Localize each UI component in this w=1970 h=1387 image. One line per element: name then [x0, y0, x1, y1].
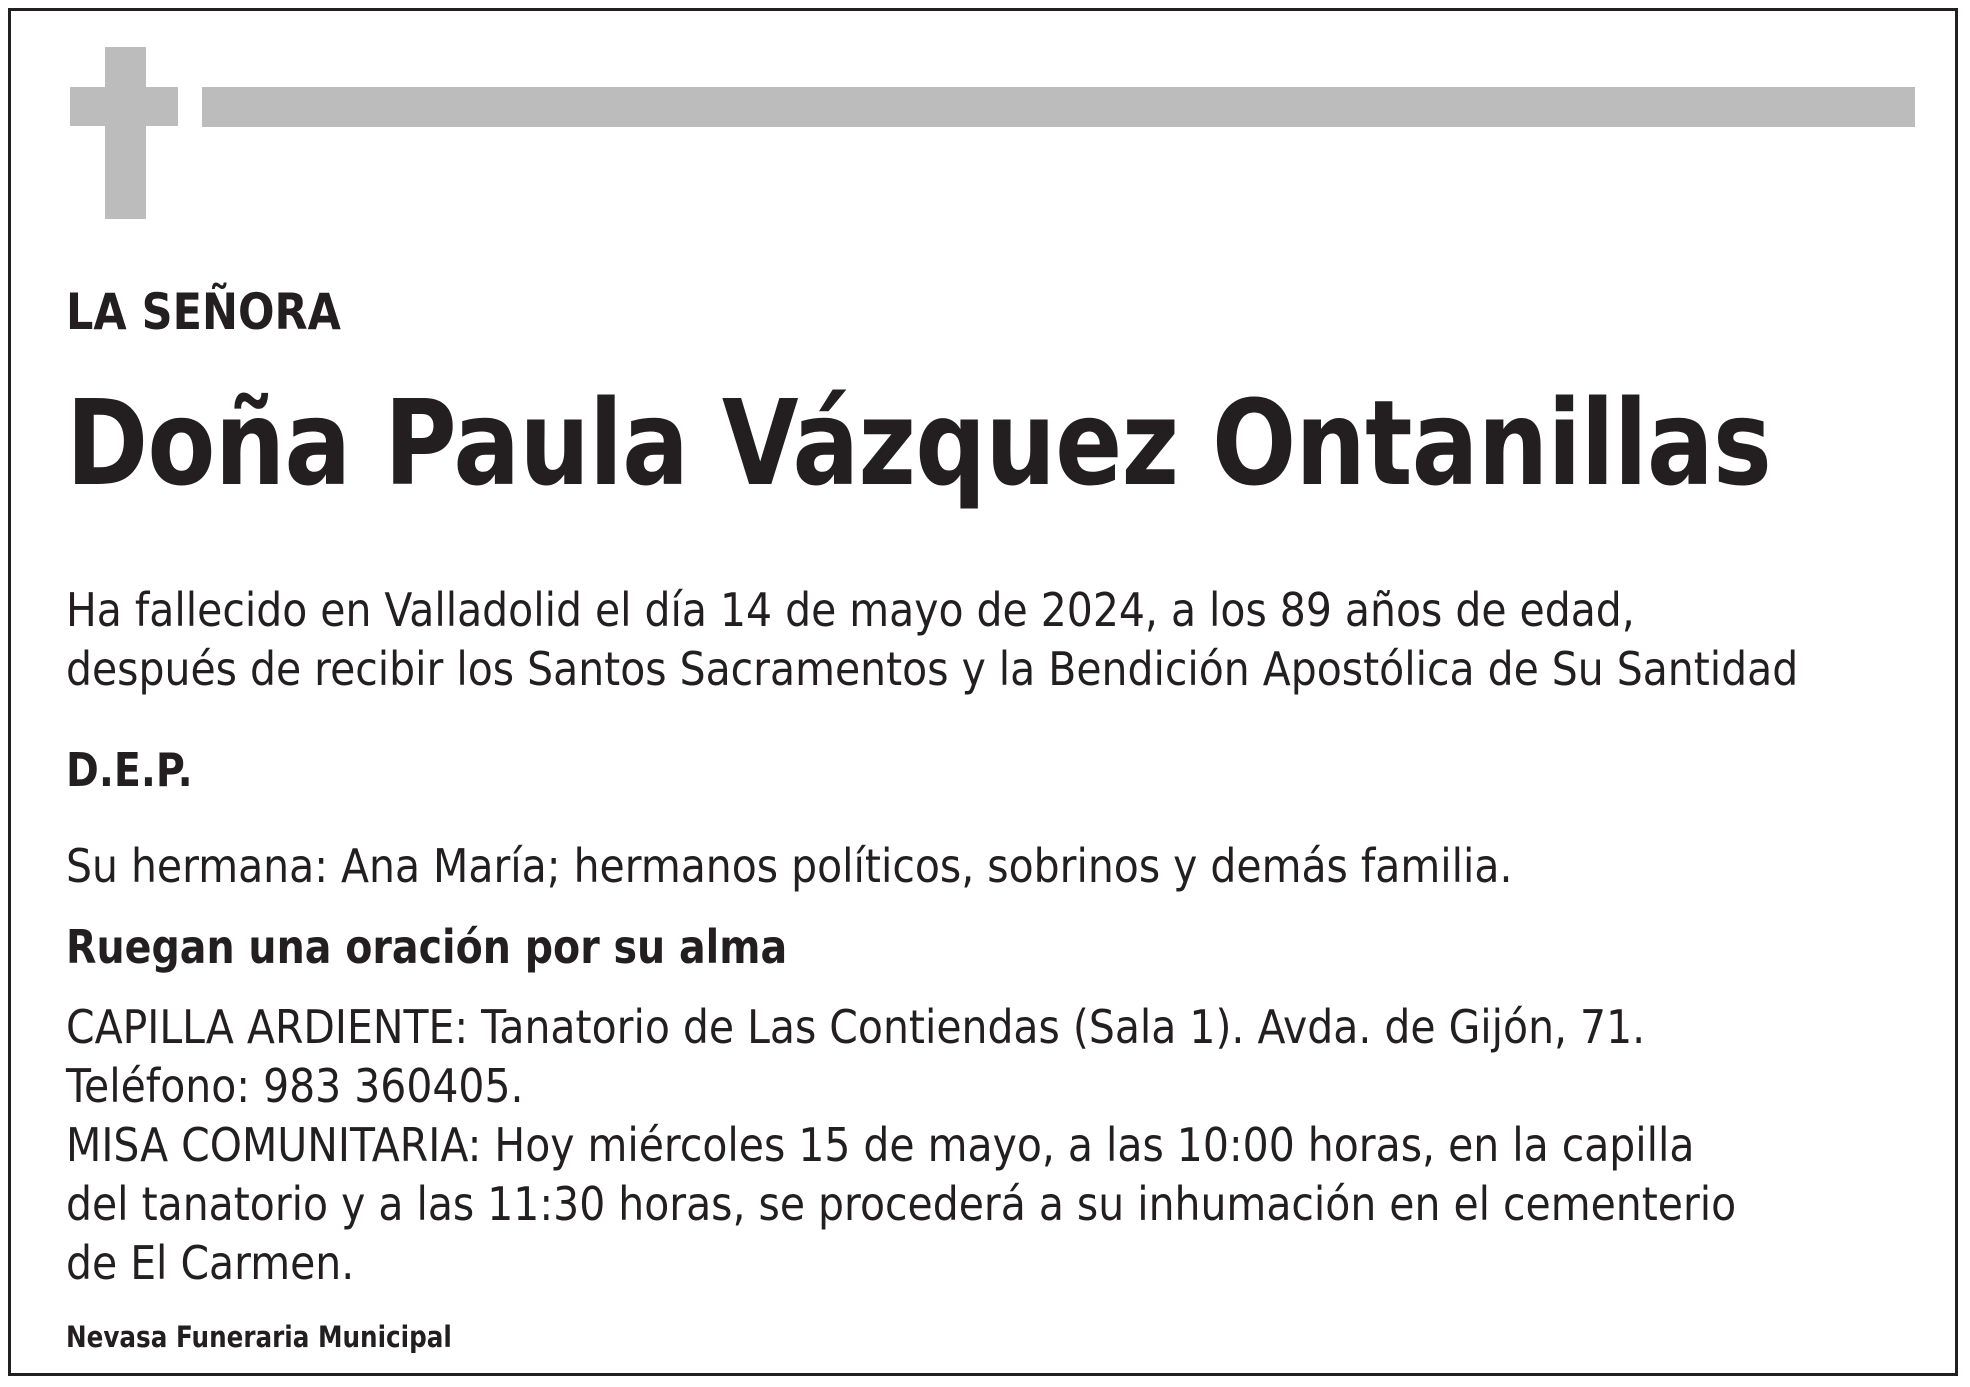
cross-vertical-bar [105, 47, 146, 219]
ceremony-line: de El Carmen. [66, 1236, 355, 1290]
deceased-name: Doña Paula Vázquez Ontanillas [66, 374, 1772, 512]
ceremony-line: MISA COMUNITARIA: Hoy miércoles 15 de mayo, a las 10:00 horas, en la capilla [66, 1118, 1695, 1172]
announcement-line: después de recibir los Santos Sacramentos y la Bendición Apostólica de Su Santidad [66, 642, 1799, 696]
ceremony-line: Teléfono: 983 360405. [66, 1059, 524, 1113]
ceremony-line: del tanatorio y a las 11:30 horas, se procederá a su inhumación en el cementerio [66, 1177, 1737, 1231]
horizontal-rule [202, 87, 1915, 127]
funeral-home: Nevasa Funeraria Municipal [66, 1320, 452, 1354]
cross-horizontal-bar [70, 87, 178, 126]
family-line: Su hermana: Ana María; hermanos políticos, sobrinos y demás familia. [66, 839, 1513, 893]
rip-label: D.E.P. [66, 743, 193, 797]
honorific: LA SEÑORA [66, 283, 341, 341]
ceremony-line: CAPILLA ARDIENTE: Tanatorio de Las Contiendas (Sala 1). Avda. de Gijón, 71. [66, 1000, 1646, 1054]
announcement-line: Ha fallecido en Valladolid el día 14 de mayo de 2024, a los 89 años de edad, [66, 583, 1635, 637]
prayer-request: Ruegan una oración por su alma [66, 920, 788, 974]
